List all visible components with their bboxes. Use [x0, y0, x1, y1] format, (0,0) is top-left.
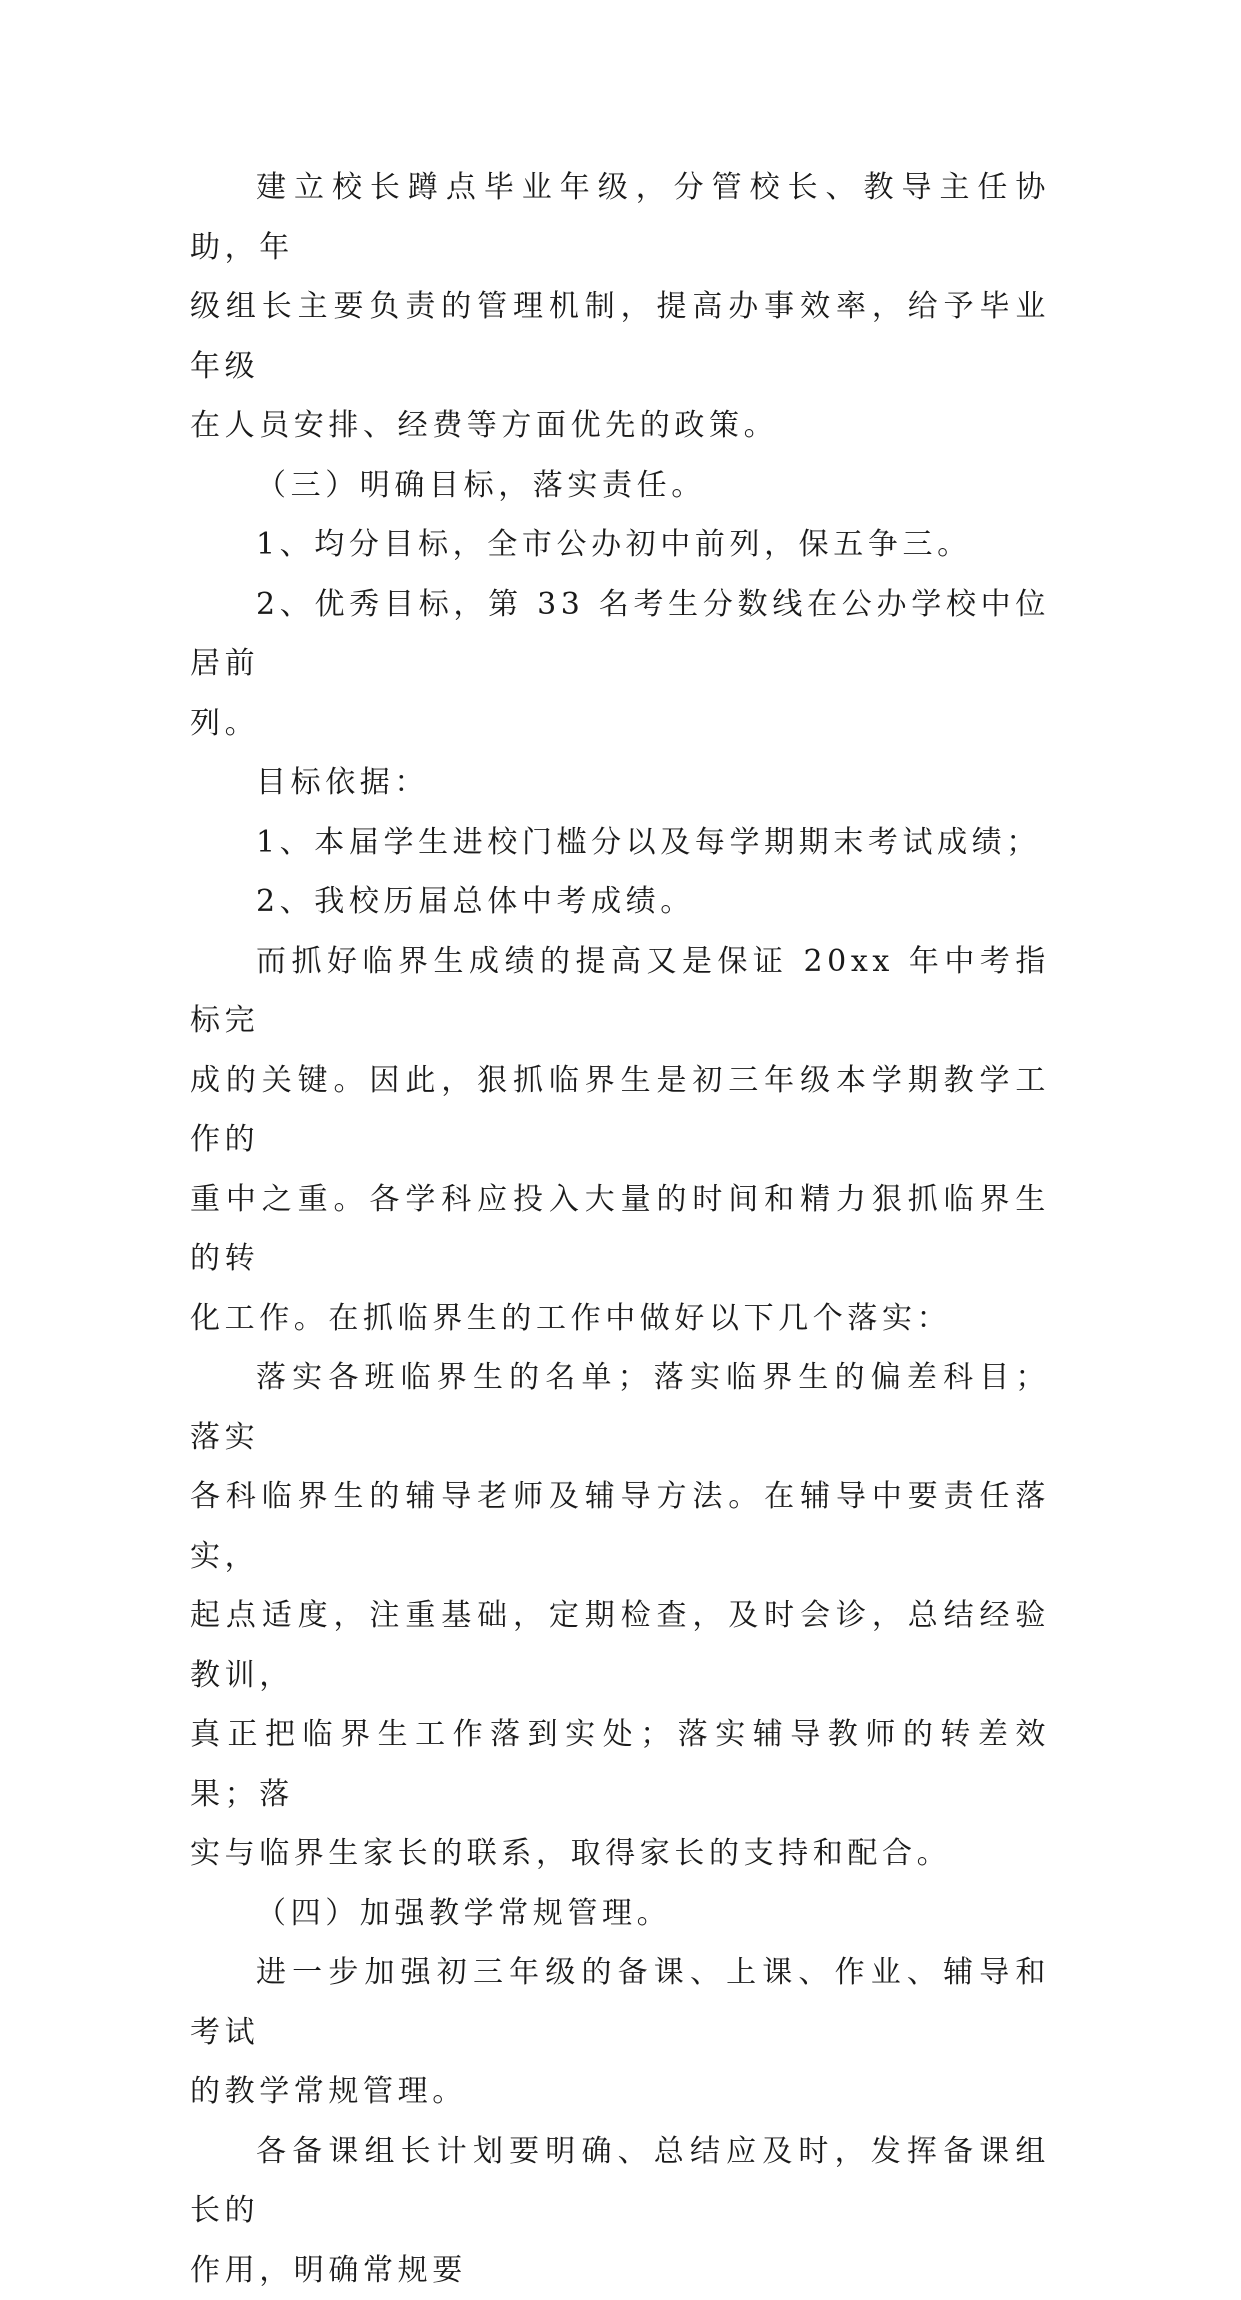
text-line: 而抓好临界生成绩的提高又是保证 20xx 年中考指标完: [190, 932, 1050, 1051]
text-line: 实与临界生家长的联系，取得家长的支持和配合。: [190, 1824, 1050, 1884]
text-line: 建立校长蹲点毕业年级，分管校长、教导主任协助，年: [190, 158, 1050, 277]
paragraph: [190, 515, 1050, 575]
text-line: 成的关键。因此，狠抓临界生是初三年级本学期教学工作的: [190, 1051, 1050, 1170]
document-body: [190, 158, 1050, 2300]
paragraph: [190, 575, 1050, 754]
text-line: 列。: [190, 694, 1050, 754]
text-line: 各备课组长计划要明确、总结应及时，发挥备课组长的: [190, 2122, 1050, 2241]
text-line: 1、本届学生进校门槛分以及每学期期末考试成绩；: [190, 813, 1050, 873]
text-line: 2、我校历届总体中考成绩。: [190, 872, 1050, 932]
text-line: 真正把临界生工作落到实处；落实辅导教师的转差效果；落: [190, 1705, 1050, 1824]
text-line: 起点适度，注重基础，定期检查，及时会诊，总结经验教训，: [190, 1586, 1050, 1705]
text-line: 2、优秀目标，第 33 名考生分数线在公办学校中位居前: [190, 575, 1050, 694]
text-line: 目标依据：: [190, 753, 1050, 813]
text-line: 各科临界生的辅导老师及辅导方法。在辅导中要责任落实，: [190, 1467, 1050, 1586]
text-line: 重中之重。各学科应投入大量的时间和精力狠抓临界生的转: [190, 1170, 1050, 1289]
text-line: （四）加强教学常规管理。: [190, 1884, 1050, 1944]
text-line: 在人员安排、经费等方面优先的政策。: [190, 396, 1050, 456]
text-line: 的教学常规管理。: [190, 2062, 1050, 2122]
paragraph: [190, 1348, 1050, 1884]
paragraph: [190, 932, 1050, 1349]
paragraph: [190, 2122, 1050, 2300]
paragraph: [190, 872, 1050, 932]
paragraph: [190, 158, 1050, 456]
paragraph: [190, 1884, 1050, 1944]
text-line: 级组长主要负责的管理机制，提高办事效率，给予毕业年级: [190, 277, 1050, 396]
text-line: 落实各班临界生的名单；落实临界生的偏差科目；落实: [190, 1348, 1050, 1467]
paragraph: [190, 1943, 1050, 2122]
text-line: （三）明确目标，落实责任。: [190, 456, 1050, 516]
text-line: 作用，明确常规要: [190, 2241, 1050, 2300]
text-line: 化工作。在抓临界生的工作中做好以下几个落实：: [190, 1289, 1050, 1349]
paragraph: [190, 456, 1050, 516]
paragraph: [190, 753, 1050, 813]
text-line: 进一步加强初三年级的备课、上课、作业、辅导和考试: [190, 1943, 1050, 2062]
text-line: 1、均分目标，全市公办初中前列，保五争三。: [190, 515, 1050, 575]
paragraph: [190, 813, 1050, 873]
